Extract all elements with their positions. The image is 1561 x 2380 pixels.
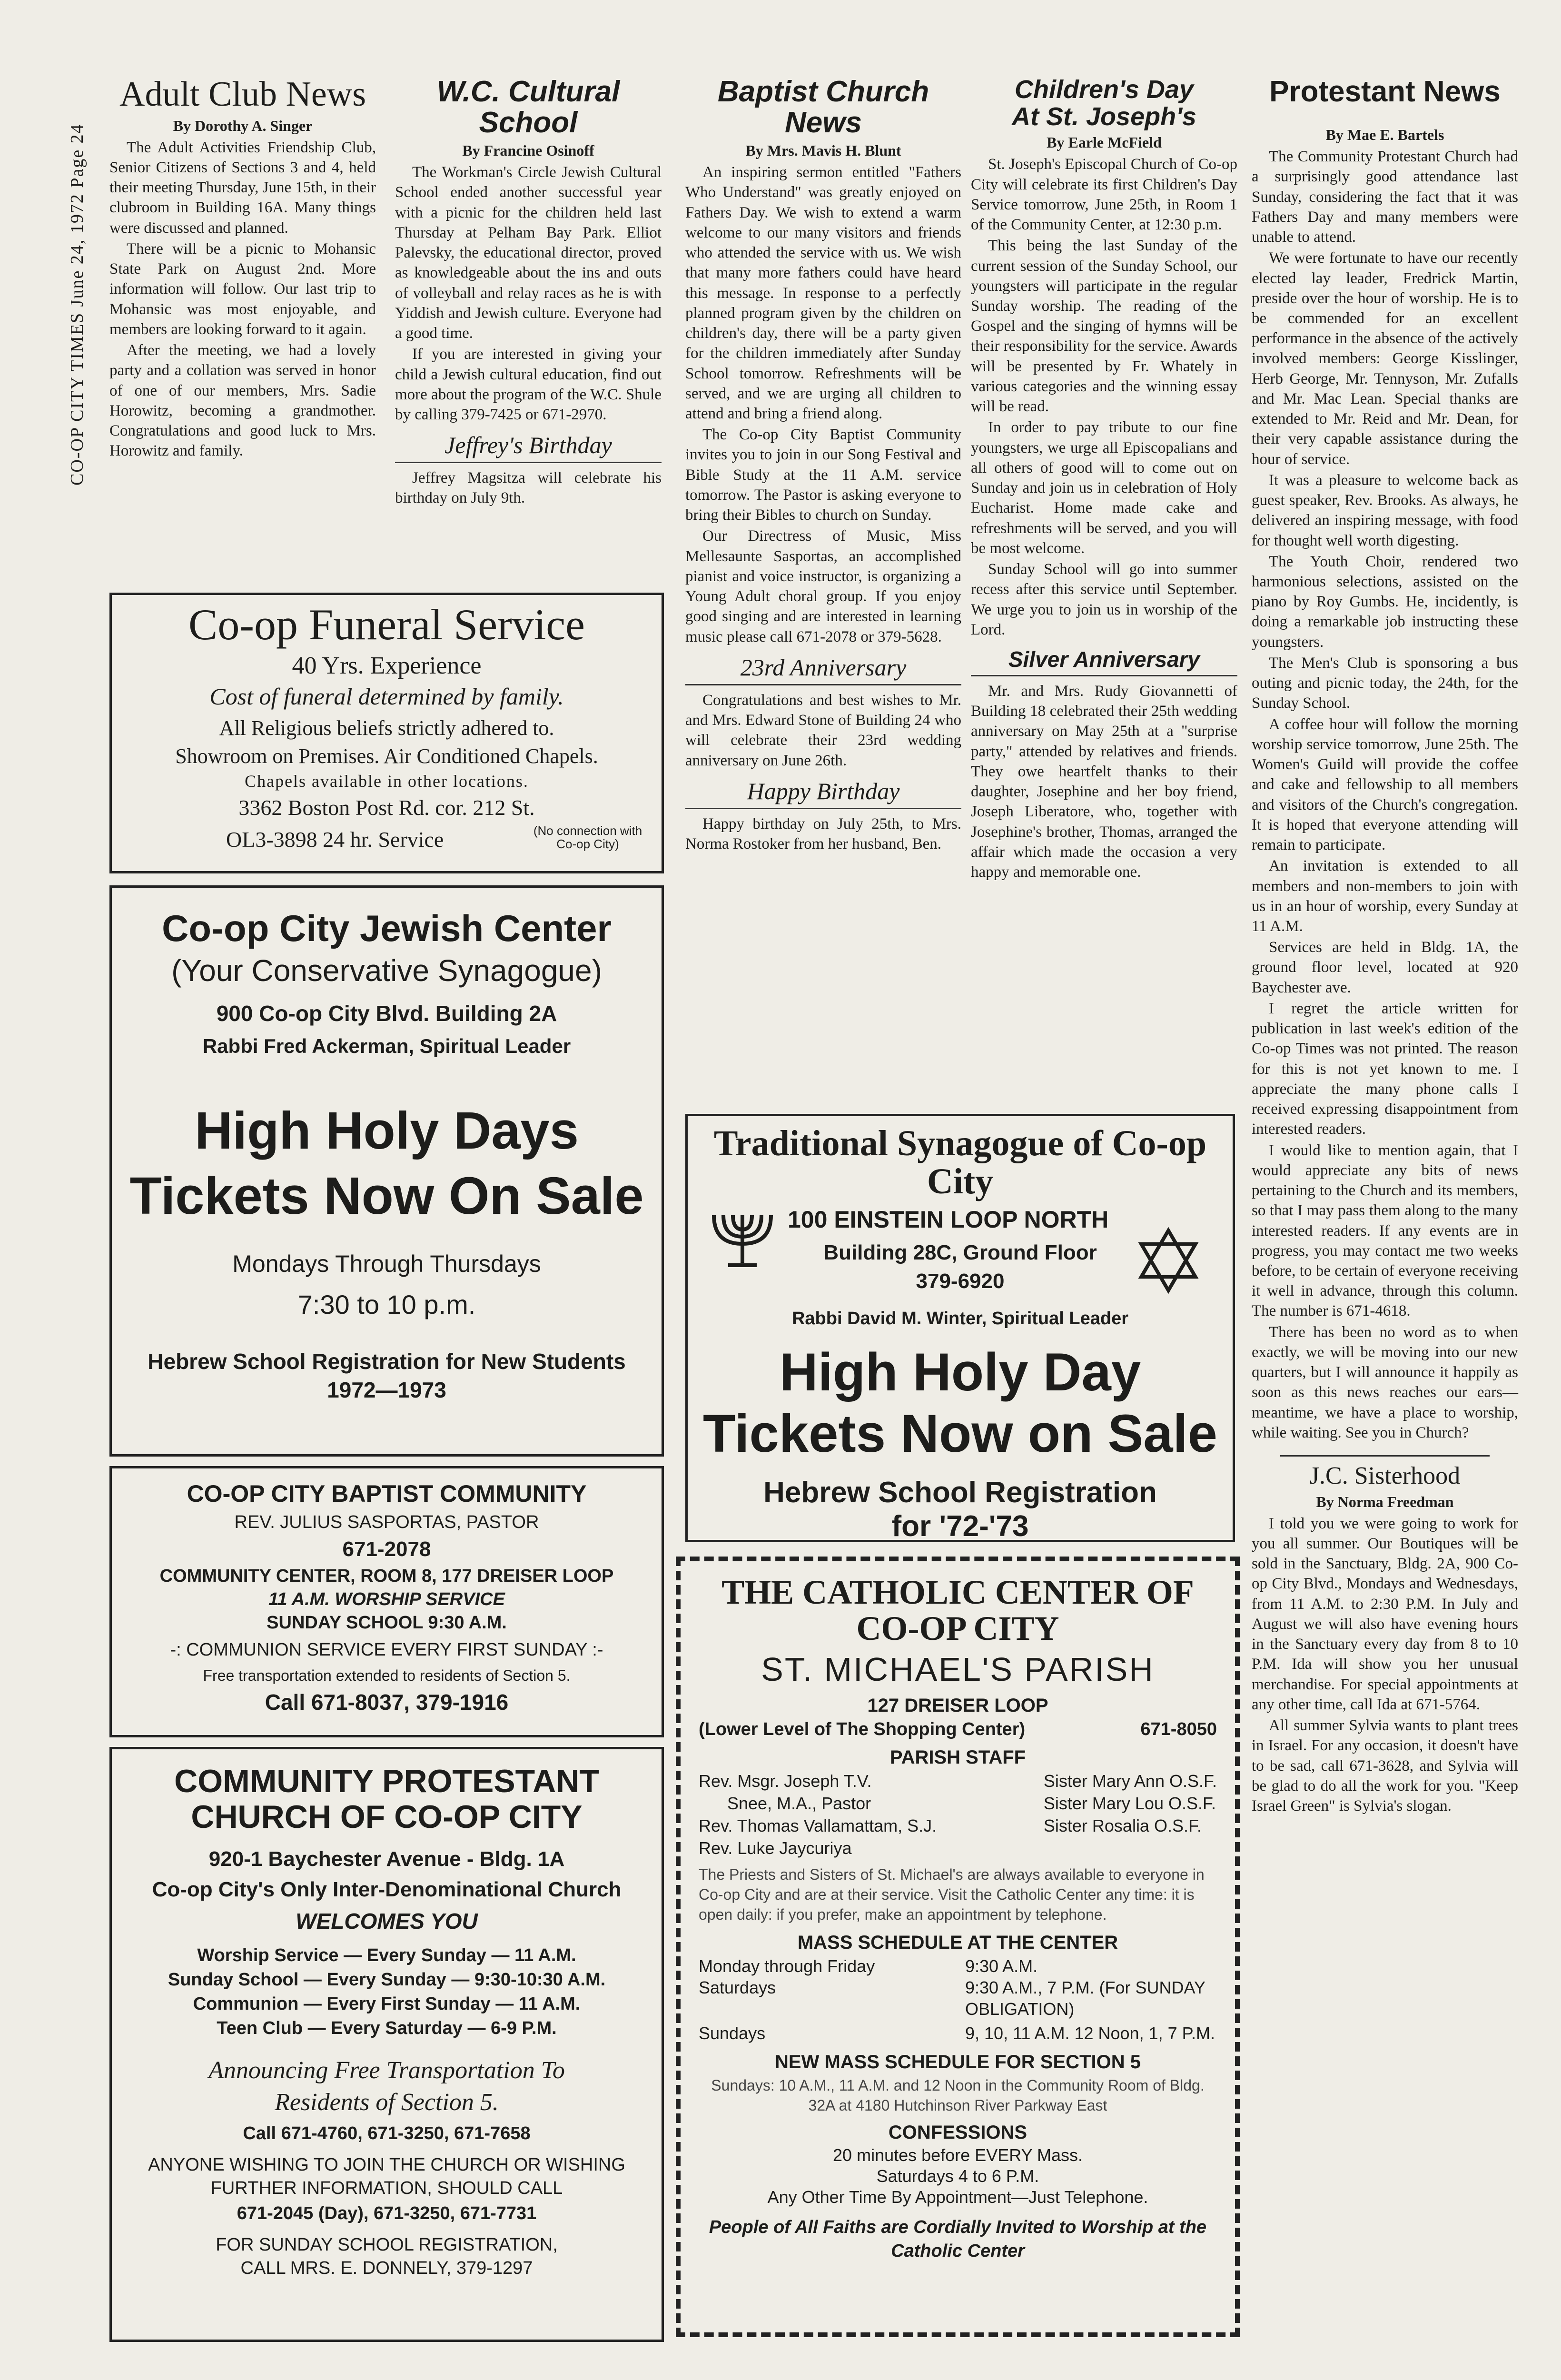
hebrew-school-years: 1972—1973	[327, 1378, 446, 1402]
cpc-schedule	[121, 1944, 652, 2041]
confessions-heading: CONFESSIONS	[888, 2122, 1027, 2143]
mass-schedule	[699, 1955, 1217, 2044]
catholic-center-ad	[676, 1557, 1240, 2337]
catholic-priests-note: The Priests and Sisters of St. Michael's are always available to everyone in Co-op City and are at their service. Visit the Catholic Center any time: it is open daily: if you prefer, make an appointment by telephone.	[699, 1866, 1205, 1923]
paragraph: The Co-op City Baptist Community invites you to join in our Song Festival and Bible Study at the 11 A.M. service tomorrow. The Pastor is asking everyone to bring their Bibles to church on Sunday.	[685, 426, 961, 524]
funeral-phone: OL3-3898 24 hr. Service	[226, 827, 444, 852]
childrens-day-headline	[971, 76, 1237, 130]
paragraph: Mr. and Mrs. Rudy Giovannetti of Building 18 celebrated their 25th wedding anniversary on May 25th at a "surprise party," attended by relatives and friends. They owe heartfelt thanks to their daughter, Josephine and her boy friend, Joseph Liberatore, who, together with Josephine's brother, Thomas, arranged the affair which made the occasion a very happy and memorable one.	[971, 683, 1237, 881]
protestant-news-headline: Protestant News	[1269, 75, 1501, 108]
paragraph: I would like to mention again, that I would appreciate any bits of news pertaining to the Church and its members, so that I may pass them along to the many interested readers. If any events are in progress, you may contact me two weeks before, to be certain of everyone receiving it well in advance, through this column. The number is 671-4618.	[1252, 1141, 1518, 1320]
title-line: COMMUNITY PROTESTANT	[174, 1763, 599, 1799]
paragraph: An invitation is extended to all members and non-members to join with us in an hour of worship, every Sunday at 11 A.M.	[1252, 857, 1518, 935]
catholic-address: 127 DREISER LOOP	[867, 1695, 1048, 1716]
ss-line: CALL MRS. E. DONNELY, 379-1297	[240, 2258, 533, 2279]
childrens-day-article	[971, 76, 1237, 883]
cpc-anyone	[121, 2153, 652, 2201]
announce-line: Announcing Free Transportation To	[208, 2056, 565, 2084]
catholic-parish: ST. MICHAEL'S PARISH	[761, 1651, 1155, 1688]
paragraph: An inspiring sermon entitled "Fathers Who Understand" was greatly enjoyed on Fathers Day. We wish to extend a warm welcome to our many visitors and friends who attended the service with us. We wish that many more fathers could have heard this message. In response to a perfectly planned program given by the children on children's day, there will be a party given for the children immediately after Sunday School tomorrow. Refreshments will be served, and we are urging all children to attend and bring a friend along.	[685, 164, 961, 422]
paragraph: Congratulations and best wishes to Mr. and Mrs. Edward Stone of Building 24 who will celebrate their 23rd wedding anniversary on June 26th.	[685, 691, 961, 769]
traditional-address2: Building 28C, Ground Floor	[823, 1240, 1097, 1264]
paragraph: The Youth Choir, rendered two harmonious selections, assisted on the piano by Roy Gumbs. He, incidently, is doing a remarkable job instructing these youngsters.	[1252, 553, 1518, 651]
cpc-announce	[121, 2054, 652, 2119]
cpc-sunday-school	[121, 2233, 652, 2281]
baptist-community-phone: 671-2078	[342, 1537, 431, 1561]
cpc-welcomes: WELCOMES YOU	[296, 1908, 478, 1934]
running-head	[67, 57, 100, 486]
mass-time: 9:30 A.M., 7 P.M. (For SUNDAY OBLIGATION)	[965, 1978, 1205, 2019]
funeral-years: 40 Yrs. Experience	[292, 652, 482, 679]
funeral-cost: Cost of funeral determined by family.	[209, 683, 564, 710]
paragraph: The Community Protestant Church had a surprisingly good attendance last Sunday, considering the fact that it was Fathers Day and many members were unable to attend.	[1252, 148, 1518, 246]
childrens-day-byline: By Earle McField	[1047, 134, 1162, 151]
adult-club-byline: By Dorothy A. Singer	[173, 117, 313, 134]
divider	[1280, 1455, 1490, 1457]
traditional-phone: 379-6920	[916, 1269, 1005, 1293]
silver-anniversary-body	[971, 681, 1237, 882]
traditional-title: Traditional Synagogue of Co-op City	[713, 1123, 1207, 1201]
title-line: CHURCH OF CO-OP CITY	[191, 1798, 583, 1835]
ss-line: FOR SUNDAY SCHOOL REGISTRATION,	[216, 2234, 558, 2255]
traditional-tickets-heading: Tickets Now on Sale	[703, 1403, 1217, 1463]
jewish-center-rabbi: Rabbi Fred Ackerman, Spiritual Leader	[202, 1035, 571, 1057]
cpc-address: 920-1 Baychester Avenue - Bldg. 1A	[208, 1847, 565, 1871]
schedule-line: Communion — Every First Sunday — 11 A.M.	[193, 1994, 581, 2014]
hebrew-school-reg: Hebrew School Registration for New Students	[148, 1349, 626, 1374]
sisterhood-body	[1252, 1514, 1518, 1816]
funeral-beliefs: All Religious beliefs strictly adhered to.	[219, 716, 554, 740]
paragraph: It was a pleasure to welcome back as guest speaker, Rev. Brooks. As always, he delivered an inspiring message, with food for thought well worth digesting.	[1252, 471, 1518, 549]
baptist-church-byline: By Mrs. Mavis H. Blunt	[745, 142, 901, 159]
silver-anniversary-heading: Silver Anniversary	[971, 646, 1237, 676]
baptist-church-body	[685, 162, 961, 647]
traditional-reg2: for '72-'73	[891, 1509, 1029, 1543]
baptist-community-call: Call 671-8037, 379-1916	[265, 1690, 509, 1715]
cpc-title	[121, 1764, 652, 1835]
baptist-church-headline: Baptist Church News	[717, 75, 929, 139]
anniversary-body	[685, 690, 961, 771]
headline-line: Children's Day	[1015, 75, 1194, 104]
staff-name: Sister Rosalia O.S.F.	[1043, 1815, 1202, 1835]
sisterhood-headline: J.C. Sisterhood	[1309, 1462, 1461, 1490]
mass-row	[699, 2023, 1217, 2044]
staff-right	[1044, 1770, 1217, 1859]
paragraph: There will be a picnic to Mohansic State Park on August 2nd. More information will follow. Our last trip to Mohansic was most enjoyable, and members are looking forward to it again.	[109, 240, 376, 338]
paragraph: The Adult Activities Friendship Club, Senior Citizens of Sections 3 and 4, held their meeting Thursday, June 15th, in their clubroom in Building 16A. Many things were discussed and planned.	[109, 139, 376, 237]
staff-name: Rev. Luke Jaycuriya	[699, 1838, 852, 1858]
paragraph: We were fortunate to have our recently elected lay leader, Fredrick Martin, preside over the hour of worship. He is to be commended for an excellent performance in the absence of the actively involved members: George Kisslinger, Herb George, Mr. Tennyson, Mr. Zufalls and Mr. Mac Lean. Special thanks are extended to Mr. Reid and Mr. Dean, for their very capable assistance during the hour of service.	[1252, 249, 1518, 468]
catholic-invite: People of All Faiths are Cordially Invited to Worship at the Catholic Center	[709, 2217, 1207, 2261]
jeffrey-birthday-heading: Jeffrey's Birthday	[395, 431, 662, 463]
paragraph: St. Joseph's Episcopal Church of Co-op City will celebrate its first Children's Day Service tomorrow, June 25th, in Room 1 of the Community Center, at 12:30 p.m.	[971, 156, 1237, 234]
traditional-address1: 100 EINSTEIN LOOP NORTH	[788, 1206, 1109, 1233]
paragraph: If you are interested in giving your child a Jewish cultural education, find out more about the program of the W.C. Shule by calling 379-7425 or 671-2970.	[395, 346, 662, 423]
birthday-heading: Happy Birthday	[685, 777, 961, 809]
paragraph: A coffee hour will follow the morning worship service tomorrow, June 25th. The Women's Guild will provide the coffee and cake and fellowship to all members and visitors of the Church's congregation. It is hoped that everyone attending will remain to participate.	[1252, 715, 1518, 854]
wc-cultural-body	[395, 162, 662, 425]
mass-time: 9:30 A.M.	[965, 1956, 1038, 1976]
funeral-note: (No connection with Co-op City)	[533, 823, 642, 852]
paragraph: Jeffrey Magsitza will celebrate his birthday on July 9th.	[395, 469, 662, 507]
paragraph: There has been no word as to when exactly, we will be moving into our new quarters, but I will announce it happily as soon as this news reaches our ears—meantime, we have a place to worship, while waiting. See you in Church?	[1252, 1323, 1518, 1441]
birthday-body	[685, 814, 961, 854]
staff-left	[699, 1770, 937, 1859]
paragraph: Services are held in Bldg. 1A, the ground floor level, located at 920 Baychester ave.	[1252, 939, 1518, 996]
headline-line: At St. Joseph's	[1012, 102, 1196, 131]
new-mass-heading: NEW MASS SCHEDULE FOR SECTION 5	[775, 2052, 1141, 2073]
baptist-community-pastor: REV. JULIUS SASPORTAS, PASTOR	[234, 1512, 539, 1532]
funeral-phone-row	[121, 824, 652, 857]
tickets-heading: Tickets Now On Sale	[129, 1167, 644, 1225]
baptist-community-center: COMMUNITY CENTER, ROOM 8, 177 DREISER LOOP	[159, 1566, 614, 1586]
paragraph: In order to pay tribute to our fine youngsters, we urge all Episcopalians and all others of good will to come out on Sunday and join us in celebration of Holy Eucharist. Home made cake and refreshments will be served, and you will be most welcome.	[971, 419, 1237, 557]
mass-day: Sundays	[699, 2023, 766, 2043]
paragraph: All summer Sylvia wants to plant trees in Israel. For any occasion, it doesn't have to be sad, call 671-3628, and Sylvia will be glad to do all the work for you. "Keep Israel Green" is Sylvia's slogan.	[1252, 1717, 1518, 1815]
mass-day: Saturdays	[699, 1978, 776, 1998]
childrens-day-body	[971, 154, 1237, 640]
catholic-phone: 671-8050	[1140, 1719, 1217, 1740]
paragraph: This being the last Sunday of the current session of the Sunday School, our youngsters will participate in the regular Sunday worship. The reading of the Gospel and the singing of hymns will be their responsibility for the service. Awards will be presented by Fr. Whately in various categories and the winning essay will be read.	[971, 237, 1237, 416]
cpc-only: Co-op City's Only Inter-Denominational Church	[152, 1877, 622, 1901]
staff-name: Snee, M.A., Pastor	[727, 1793, 871, 1813]
paragraph: Sunday School will go into summer recess after this service until September. We urge you to join us in worship of the Lord.	[971, 561, 1237, 638]
staff-name: Sister Mary Lou O.S.F.	[1043, 1793, 1216, 1813]
new-mass-text: Sundays: 10 A.M., 11 A.M. and 12 Noon in the Community Room of Bldg. 32A at 4180 Hutchinson River Parkway East	[711, 2077, 1205, 2114]
jewish-center-subtitle: (Your Conservative Synagogue)	[171, 953, 602, 988]
paragraph: Happy birthday on July 25th, to Mrs. Norma Rostoker from her husband, Ben.	[685, 815, 961, 853]
wc-cultural-article	[395, 76, 662, 509]
wc-cultural-headline: W.C. Cultural School	[436, 75, 620, 139]
mass-row	[699, 1955, 1217, 1977]
protestant-news-byline: By Mae E. Bartels	[1325, 126, 1444, 144]
baptist-community-transport: Free transportation extended to residents of Section 5.	[203, 1667, 571, 1684]
parish-staff-heading: PARISH STAFF	[889, 1747, 1026, 1768]
cpc-numbers: 671-2045 (Day), 671-3250, 671-7731	[237, 2203, 537, 2223]
mass-time: 9, 10, 11 A.M. 12 Noon, 1, 7 P.M.	[965, 2023, 1215, 2043]
jeffrey-birthday-body	[395, 468, 662, 508]
running-head-text: CO-OP CITY TIMES June 24, 1972 Page 24	[67, 123, 87, 486]
mass-day: Monday through Friday	[699, 1956, 875, 1976]
confessions-line: Any Other Time By Appointment—Just Telephone.	[767, 2187, 1148, 2207]
staff-name: Rev. Msgr. Joseph T.V.	[699, 1771, 872, 1791]
anyone-line: ANYONE WISHING TO JOIN THE CHURCH OR WISHING	[148, 2154, 625, 2175]
traditional-reg1: Hebrew School Registration	[763, 1476, 1157, 1509]
jewish-center-address: 900 Co-op City Blvd. Building 2A	[216, 1001, 557, 1026]
cpc-call: Call 671-4760, 671-3250, 671-7658	[243, 2123, 531, 2143]
jewish-center-hours: 7:30 to 10 p.m.	[297, 1289, 476, 1319]
community-protestant-ad	[109, 1747, 664, 2342]
traditional-synagogue-ad	[685, 1114, 1235, 1542]
paragraph: The Men's Club is sponsoring a bus outing and picnic today, the 24th, for the Sunday School.	[1252, 654, 1518, 712]
catholic-lower: (Lower Level of The Shopping Center)	[699, 1719, 1026, 1740]
paragraph: The Workman's Circle Jewish Cultural School ended another successful year with a picnic for the children held last Thursday at Pelham Bay Park. Elliot Palevsky, the educational director, proved as knowledgeable about the ins and outs of volleyball and relay races as he is with Yiddish and Jewish culture. Everyone had a good time.	[395, 164, 662, 342]
funeral-chapels: Chapels available in other locations.	[245, 771, 529, 791]
schedule-line: Worship Service — Every Sunday — 11 A.M.	[197, 1945, 576, 1965]
traditional-rabbi: Rabbi David M. Winter, Spiritual Leader	[791, 1308, 1128, 1329]
funeral-service-ad	[109, 593, 664, 873]
baptist-community-title: CO-OP CITY BAPTIST COMMUNITY	[187, 1480, 587, 1507]
paragraph: After the meeting, we had a lovely party and a collation was served in honor of one of our members, Mrs. Sadie Horowitz, becoming a grandmother. Congratulations and good luck to Mrs. Horowitz and family.	[109, 342, 376, 460]
paragraph: I regret the article written for publication in last week's edition of the Co-op Times was not printed. The reason for this is not yet known to me. I appreciate the many phone calls I received expressing disappointment from interested readers.	[1252, 1000, 1518, 1138]
sisterhood-byline: By Norma Freedman	[1316, 1493, 1454, 1510]
jewish-center-ad	[109, 885, 664, 1457]
confessions-line: Saturdays 4 to 6 P.M.	[876, 2166, 1039, 2186]
schedule-line: Teen Club — Every Saturday — 6-9 P.M.	[217, 2018, 557, 2039]
funeral-showroom: Showroom on Premises. Air Conditioned Chapels.	[175, 744, 598, 768]
protestant-news-body	[1252, 147, 1518, 1443]
star-of-david-icon	[1133, 1225, 1204, 1296]
adult-club-article	[109, 76, 376, 462]
parish-staff-list	[699, 1770, 1217, 1859]
confessions-line: 20 minutes before EVERY Mass.	[833, 2145, 1083, 2165]
adult-club-body	[109, 138, 376, 461]
catholic-lower-row	[699, 1719, 1217, 1744]
mass-row	[699, 1977, 1217, 2020]
funeral-title: Co-op Funeral Service	[188, 600, 585, 649]
paragraph: I told you we were going to work for you all summer. Our Boutiques will be sold in the Sanctuary, Bldg. 2A, 900 Co-op City Blvd., Mondays and Wednesdays, from 11 A.M. to 2:30 P.M. In July and August we will also have evening hours in the Sanctuary every day from 8 to 10 P.M. Ida will show you her unusual merchandise. For special appointments at any other time, call Ida at 671-5764.	[1252, 1515, 1518, 1713]
high-holy-days-heading: High Holy Days	[195, 1101, 579, 1160]
anniversary-heading: 23rd Anniversary	[685, 654, 961, 685]
paragraph: Our Directress of Music, Miss Mellesaunte Sasportas, an accomplished pianist and voice instructor, is organizing a Young Adult choral group. If you enjoy good singing and are interested in learning music please call 671-2078 or 379-5628.	[685, 527, 961, 645]
anyone-line: FURTHER INFORMATION, SHOULD CALL	[210, 2178, 563, 2199]
baptist-church-article	[685, 76, 961, 855]
catholic-title: THE CATHOLIC CENTER OF CO-OP CITY	[721, 1573, 1194, 1647]
baptist-community-sunday-school: SUNDAY SCHOOL 9:30 A.M.	[267, 1613, 507, 1633]
jewish-center-days: Mondays Through Thursdays	[232, 1250, 541, 1277]
menorah-icon	[707, 1206, 778, 1272]
announce-line: Residents of Section 5.	[275, 2089, 499, 2116]
baptist-community-communion: -: COMMUNION SERVICE EVERY FIRST SUNDAY :-	[170, 1640, 603, 1660]
baptist-community-worship: 11 A.M. WORSHIP SERVICE	[268, 1589, 505, 1609]
schedule-line: Sunday School — Every Sunday — 9:30-10:30 A.M.	[168, 1969, 606, 1990]
traditional-hh-heading: High Holy Day	[779, 1342, 1141, 1402]
staff-name: Rev. Thomas Vallamattam, S.J.	[699, 1815, 937, 1835]
traditional-address-block	[697, 1206, 1223, 1306]
jewish-center-title: Co-op City Jewish Center	[162, 907, 612, 949]
mass-schedule-heading: MASS SCHEDULE AT THE CENTER	[797, 1932, 1118, 1954]
funeral-address: 3362 Boston Post Rd. cor. 212 St.	[238, 795, 535, 820]
adult-club-headline: Adult Club News	[119, 75, 366, 114]
wc-cultural-byline: By Francine Osinoff	[462, 142, 594, 159]
protestant-news-article	[1252, 76, 1518, 1817]
staff-name: Sister Mary Ann O.S.F.	[1043, 1771, 1217, 1791]
baptist-community-ad	[109, 1466, 664, 1737]
